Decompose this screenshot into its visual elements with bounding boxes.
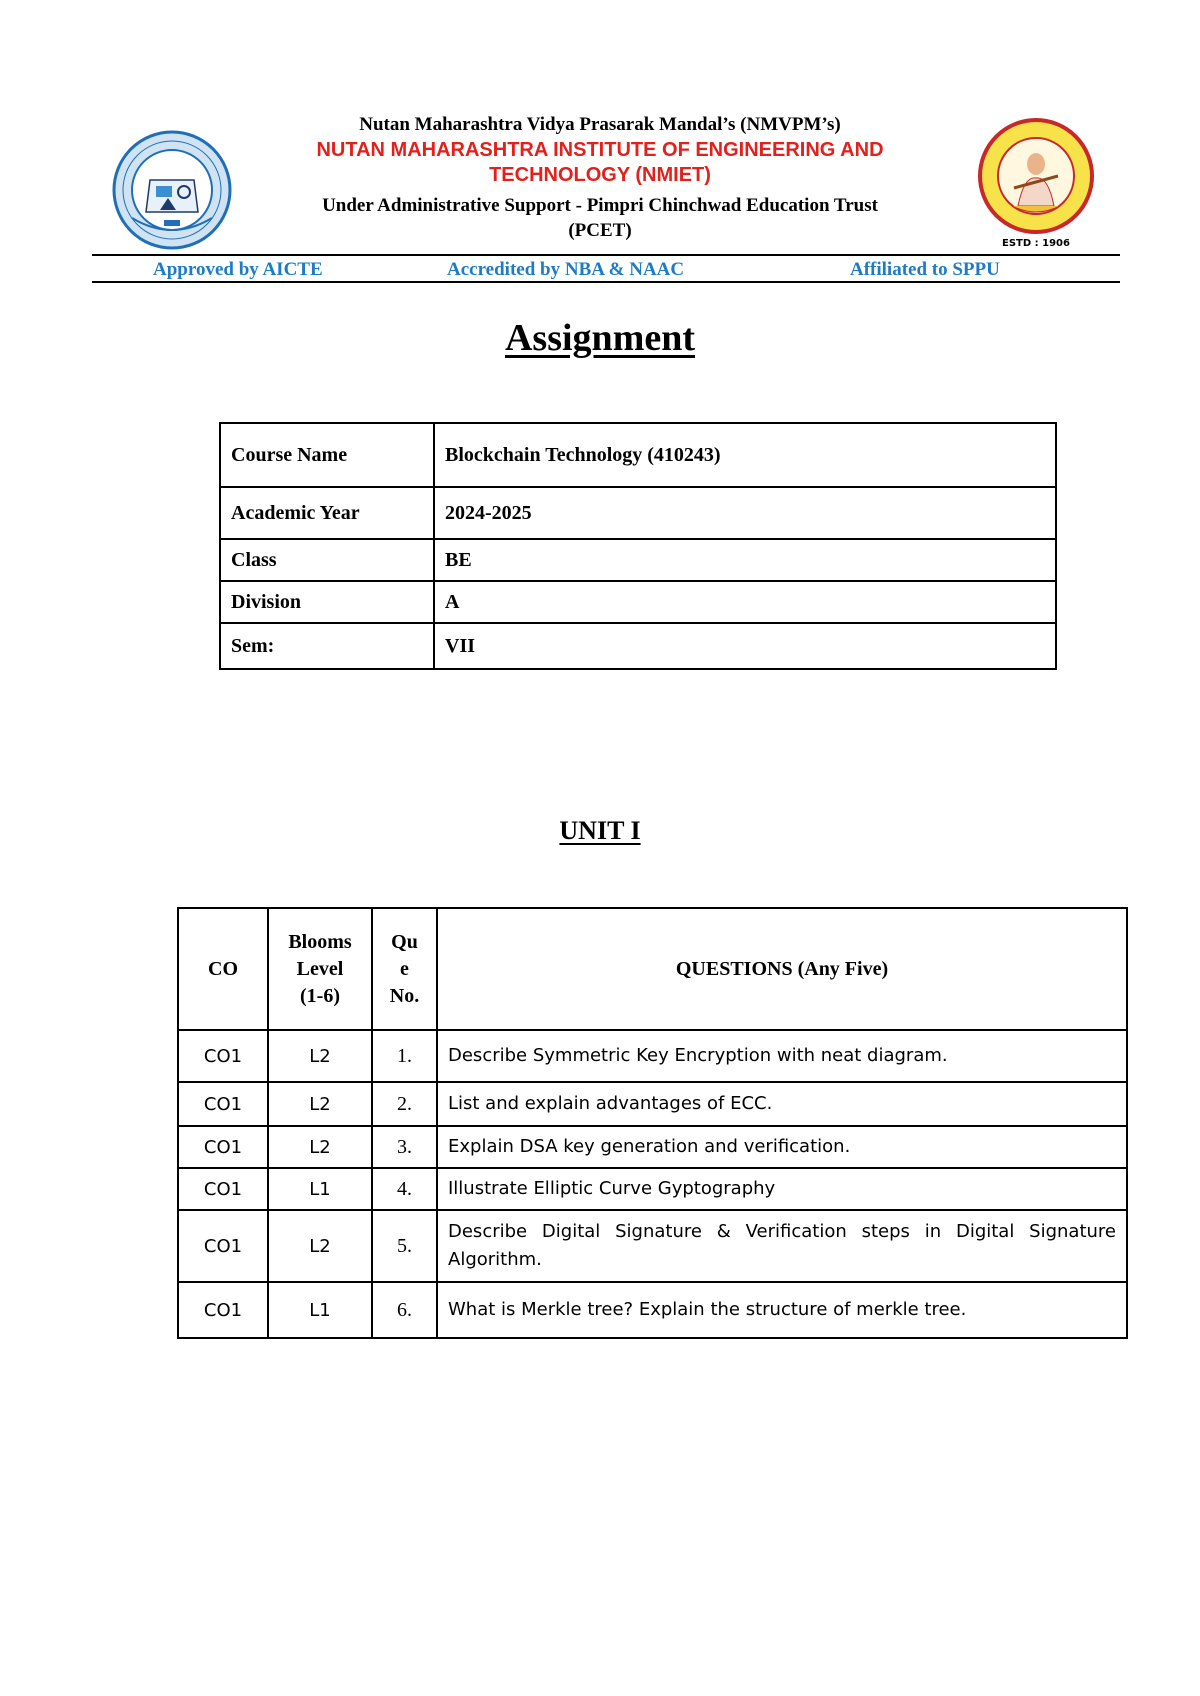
col-blooms-header [268,908,372,1030]
question-cell: Describe Digital Signature & Verification steps in Digital Signature Algorithm. [437,1210,1127,1282]
level-cell: L1 [268,1282,372,1338]
info-value: Blockchain Technology (410243) [434,423,1056,487]
accredited-by: Accredited by NBA & NAAC [447,259,685,280]
col-co-header: CO [178,908,268,1030]
col-questions-header: QUESTIONS (Any Five) [437,908,1127,1030]
co-cell: CO1 [178,1126,268,1168]
blooms-header-line2: Level [296,957,344,980]
question-cell: What is Merkle tree? Explain the structure of merkle tree. [437,1282,1127,1338]
question-cell: Explain DSA key generation and verification. [437,1126,1127,1168]
header-divider-bottom [92,281,1120,283]
course-info-table [219,422,1057,670]
qno-cell: 4. [372,1168,437,1210]
qno-cell: 2. [372,1082,437,1126]
parent-organization: Nutan Maharashtra Vidya Prasarak Mandal’s (NMVPM’s) [359,114,841,135]
info-row-division [220,581,1056,623]
info-value: BE [434,539,1056,581]
blooms-header-line3: (1-6) [300,984,340,1007]
header-divider-top [92,254,1120,256]
col-qno-header [372,908,437,1030]
table-row [178,1168,1127,1210]
info-key: Division [220,581,434,623]
co-cell: CO1 [178,1030,268,1082]
table-row [178,1030,1127,1082]
table-row [178,1082,1127,1126]
info-row-course [220,423,1056,487]
affiliated-to: Affiliated to SPPU [850,259,1000,280]
support-line1: Under Administrative Support - Pimpri Chinchwad Education Trust [322,195,878,216]
info-value: 2024-2025 [434,487,1056,539]
info-row-sem [220,623,1056,669]
institute-name [260,138,940,188]
level-cell: L2 [268,1210,372,1282]
nmiet-logo-icon [112,130,232,250]
level-cell: L2 [268,1126,372,1168]
institute-name-line2: TECHNOLOGY (NMIET) [489,164,711,186]
co-cell: CO1 [178,1282,268,1338]
info-row-class [220,539,1056,581]
co-cell: CO1 [178,1168,268,1210]
co-cell: CO1 [178,1082,268,1126]
question-cell: Describe Symmetric Key Encryption with neat diagram. [437,1030,1127,1082]
unit-title: UNIT I [559,816,641,845]
info-key: Sem: [220,623,434,669]
qno-cell: 6. [372,1282,437,1338]
info-row-year [220,487,1056,539]
table-row [178,1282,1127,1338]
qno-header-line3: No. [389,984,420,1007]
question-cell: Illustrate Elliptic Curve Gyptography [437,1168,1127,1210]
co-cell: CO1 [178,1210,268,1282]
questions-table [177,907,1128,1339]
table-row [178,1210,1127,1282]
level-cell: L2 [268,1082,372,1126]
approved-by: Approved by AICTE [153,259,323,280]
support-line2: (PCET) [568,220,632,241]
question-cell: List and explain advantages of ECC. [437,1082,1127,1126]
questions-header-row [178,908,1127,1030]
level-cell: L1 [268,1168,372,1210]
info-value: VII [434,623,1056,669]
info-value: A [434,581,1056,623]
info-key: Class [220,539,434,581]
qno-cell: 1. [372,1030,437,1082]
info-key: Academic Year [220,487,434,539]
qno-cell: 3. [372,1126,437,1168]
info-key: Course Name [220,423,434,487]
qno-header-line1: Qu [391,930,418,953]
administrative-support [250,193,950,243]
table-row [178,1126,1127,1168]
nmvpm-saraswati-emblem-icon [974,118,1098,252]
estd-label: ESTD : 1906 [1002,238,1070,249]
institute-name-line1: NUTAN MAHARASHTRA INSTITUTE OF ENGINEERING AND [316,139,884,161]
page-title: Assignment [504,317,696,359]
qno-cell: 5. [372,1210,437,1282]
blooms-header-line1: Blooms [288,930,352,953]
level-cell: L2 [268,1030,372,1082]
qno-header-line2: e [400,957,409,980]
